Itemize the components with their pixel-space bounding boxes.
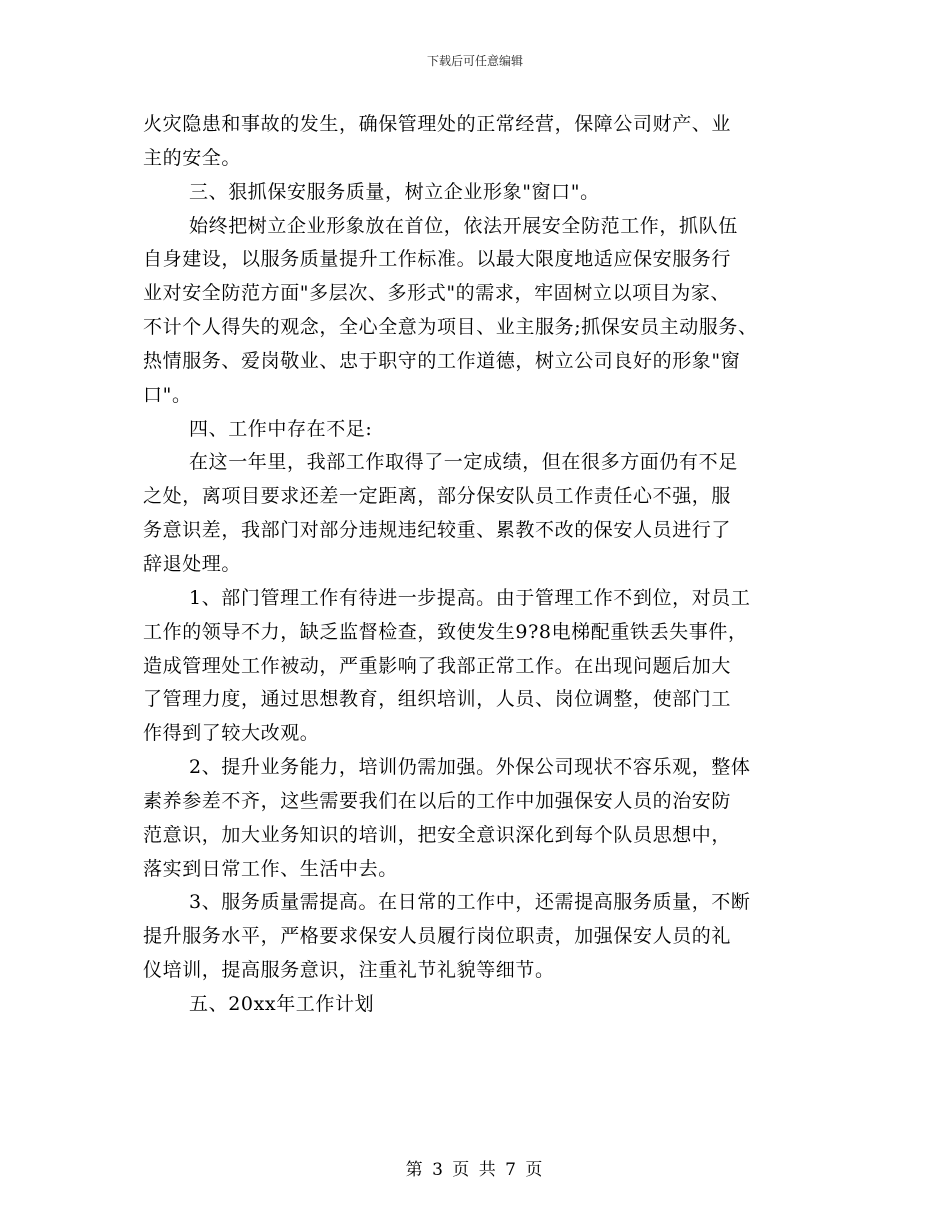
text-line: 工作的领导不力，缺乏监督检查，致使发生9?8电梯配重铁丢失事件， bbox=[143, 620, 748, 643]
text-line: 主的安全。 bbox=[143, 146, 242, 169]
text-line: 作得到了较大改观。 bbox=[143, 722, 320, 745]
text-line: 自身建设，以服务质量提升工作标准。以最大限度地适应保安服务行 bbox=[143, 248, 732, 271]
text-line: 造成管理处工作被动，严重影响了我部正常工作。在出现问题后加大 bbox=[143, 654, 732, 677]
text-line: 在这一年里，我部工作取得了一定成绩，但在很多方面仍有不足 bbox=[189, 451, 738, 474]
text-line: 辞退处理。 bbox=[143, 552, 242, 575]
page-number-footer: 第 3 页 共 7 页 bbox=[405, 1160, 545, 1180]
text-line: 不计个人得失的观念，全心全意为项目、业主服务;抓保安员主动服务、 bbox=[143, 316, 758, 339]
text-line: 3、服务质量需提高。在日常的工作中，还需提高服务质量，不断 bbox=[189, 891, 751, 914]
text-line: 之处，离项目要求还差一定距离，部分保安队员工作责任心不强，服 bbox=[143, 485, 732, 508]
document-body bbox=[143, 108, 823, 1022]
text-line: 热情服务、爱岗敬业、忠于职守的工作道德，树立公司良好的形象"窗 bbox=[143, 349, 741, 372]
text-line: 火灾隐患和事故的发生，确保管理处的正常经营，保障公司财产、业 bbox=[143, 113, 732, 135]
text-line: 务意识差，我部门对部分违规违纪较重、累教不改的保安人员进行了 bbox=[143, 519, 732, 542]
text-line: 2、提升业务能力，培训仍需加强。外保公司现状不容乐观，整体 bbox=[189, 756, 751, 779]
text-line: 落实到日常工作、生活中去。 bbox=[143, 857, 398, 880]
section-heading: 四、工作中存在不足: bbox=[189, 417, 373, 440]
text-line: 1、部门管理工作有待进一步提高。由于管理工作不到位，对员工 bbox=[189, 586, 751, 609]
text-line: 范意识，加大业务知识的培训，把安全意识深化到每个队员思想中， bbox=[143, 823, 732, 846]
text-line: 始终把树立企业形象放在首位，依法开展安全防范工作，抓队伍 bbox=[189, 214, 738, 237]
text-line: 口"。 bbox=[143, 383, 192, 406]
section-heading: 五、20xx年工作计划 bbox=[189, 992, 375, 1015]
text-line: 仪培训，提高服务意识，注重礼节礼貌等细节。 bbox=[143, 959, 555, 982]
text-line: 了管理力度，通过思想教育，组织培训，人员、岗位调整，使部门工 bbox=[143, 688, 732, 711]
text-line: 素养参差不齐，这些需要我们在以后的工作中加强保安人员的治安防 bbox=[143, 789, 732, 812]
section-heading: 三、狠抓保安服务质量，树立企业形象"窗口"。 bbox=[189, 180, 600, 203]
text-line: 提升服务水平，严格要求保安人员履行岗位职责，加强保安人员的礼 bbox=[143, 925, 732, 948]
text-line: 业对安全防范方面"多层次、多形式"的需求，牢固树立以项目为家、 bbox=[143, 282, 731, 305]
page-header: 下载后可任意编辑 bbox=[426, 54, 523, 68]
